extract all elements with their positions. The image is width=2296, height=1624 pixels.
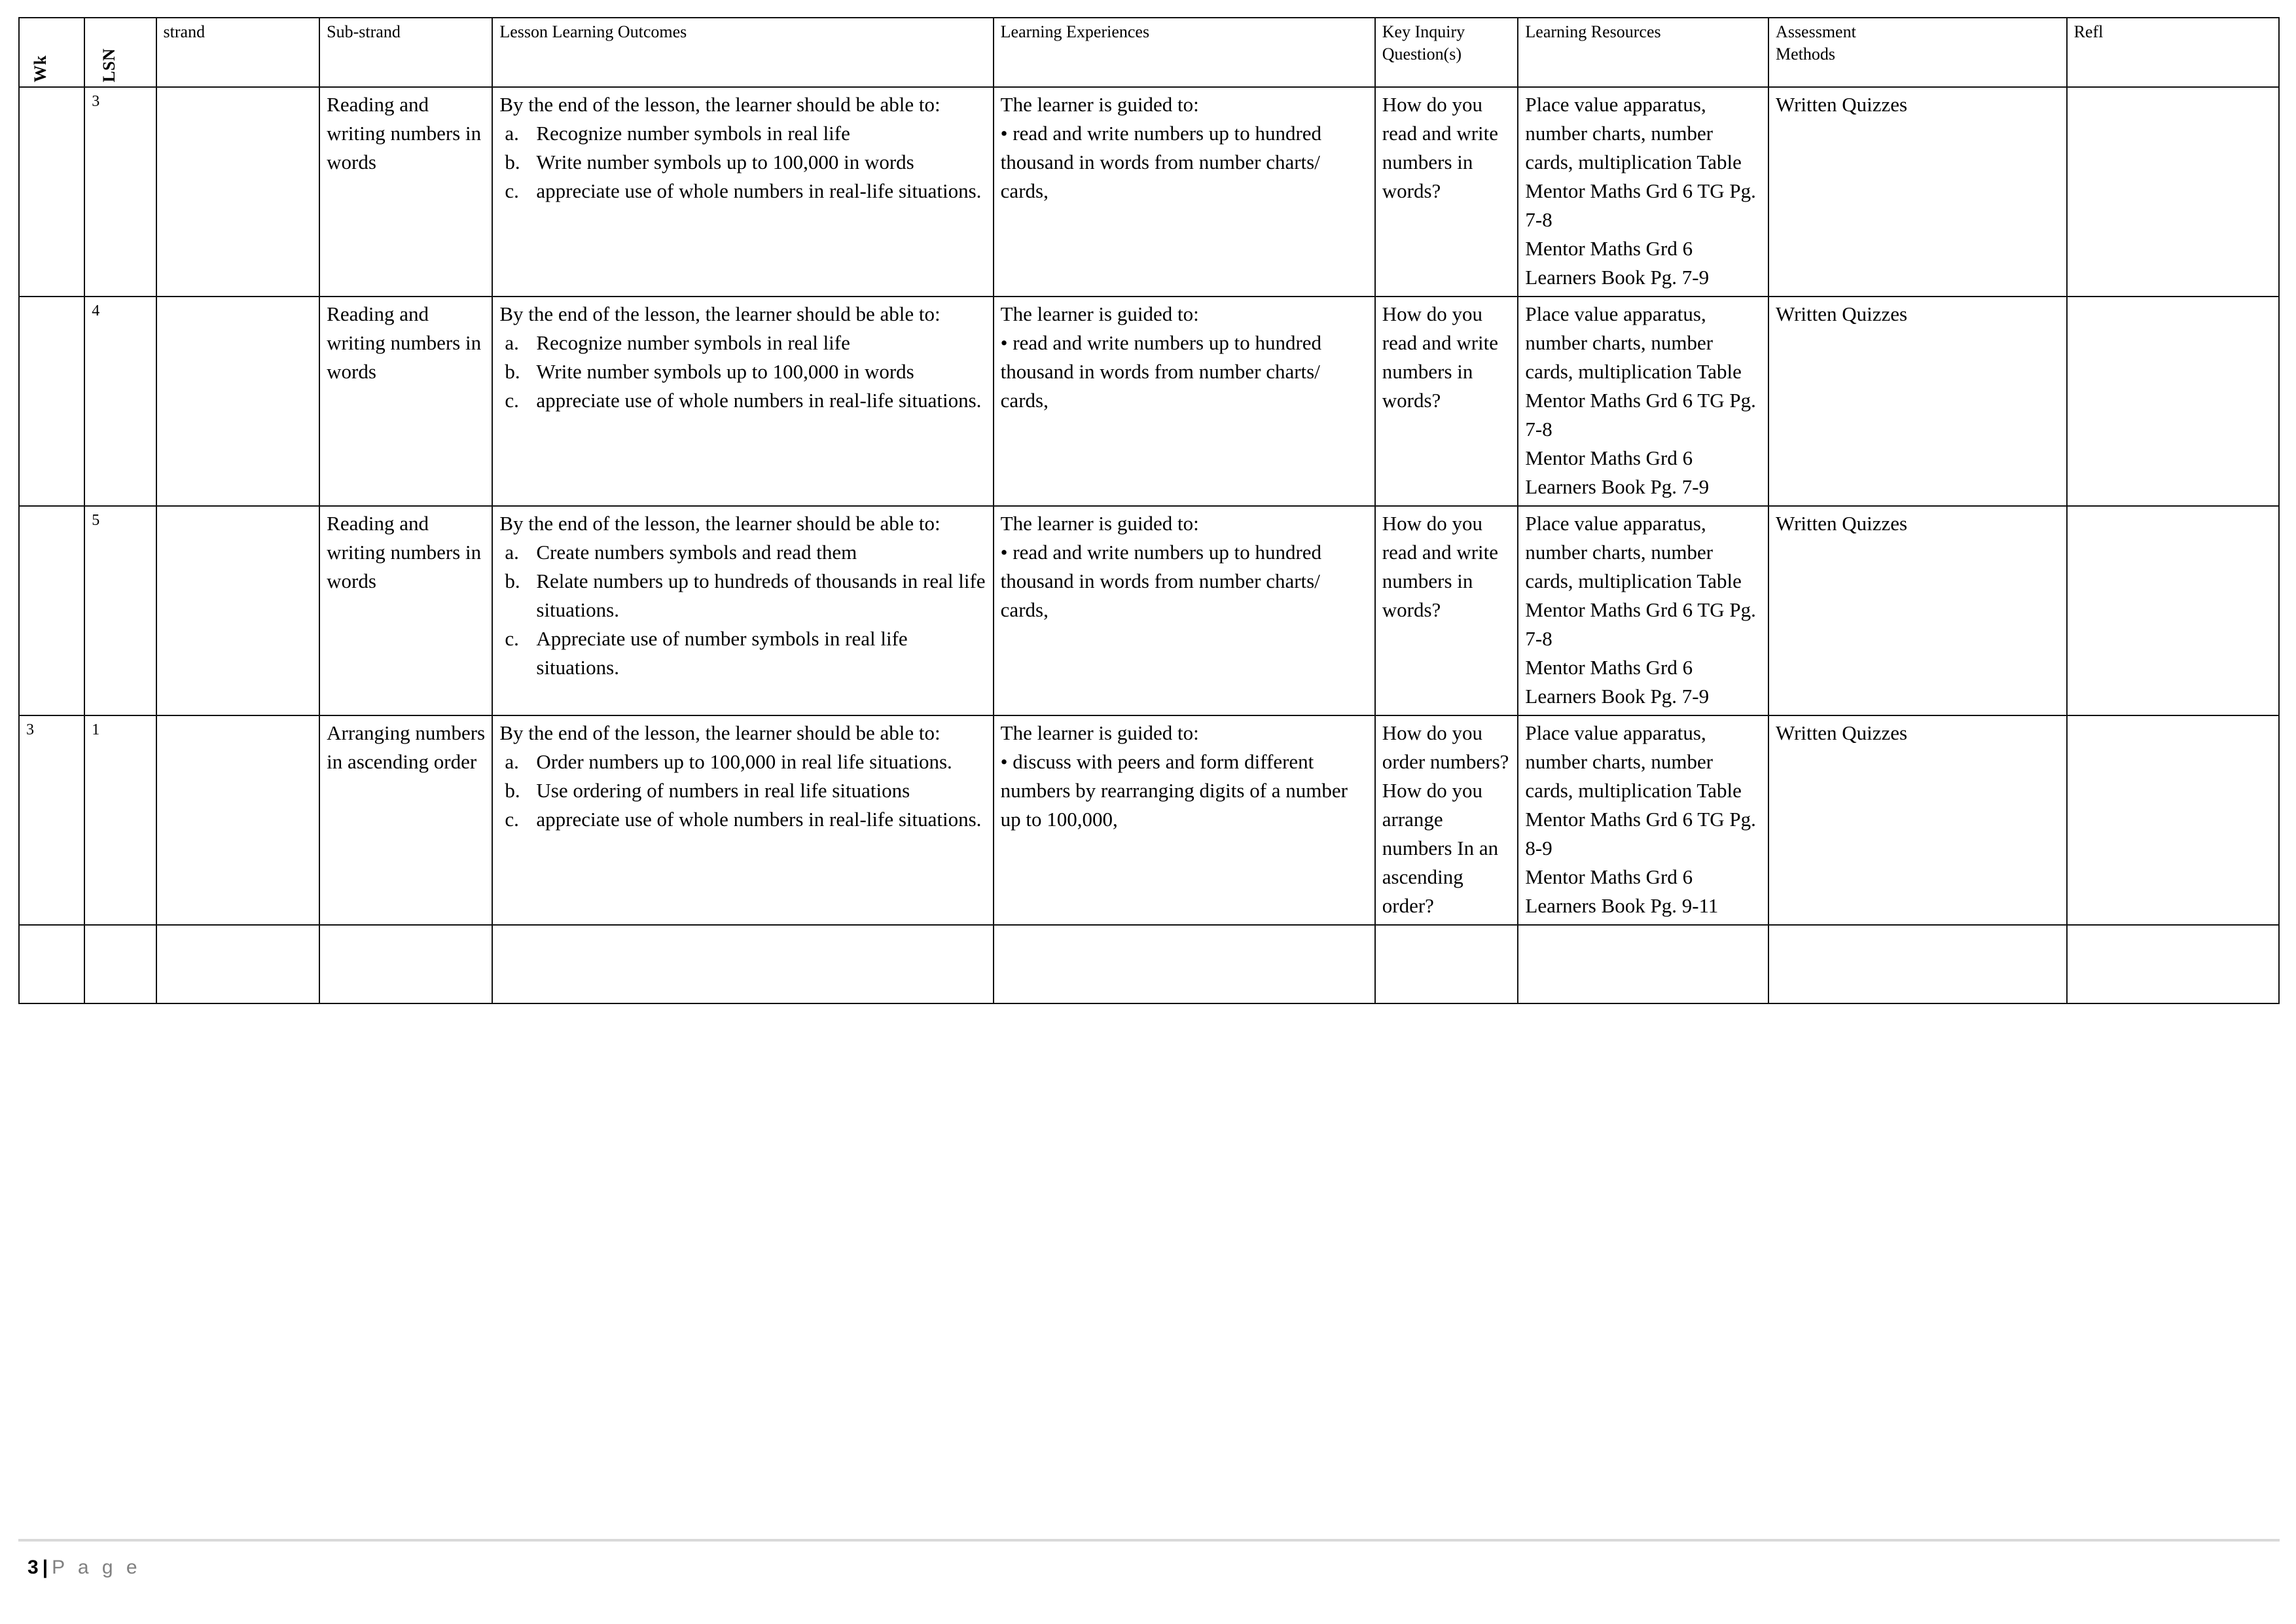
- llo-list: [499, 119, 987, 206]
- llo-item-marker: b.: [505, 779, 520, 803]
- key-inquiry-question-item: How do you read and write numbers in words?: [1382, 302, 1499, 412]
- assessment-method-item: Written Quizzes: [1776, 302, 1908, 326]
- learning-resource-item: Place value apparatus, number charts, number cards, multiplication Table: [1525, 302, 1742, 384]
- header-sub-strand: Sub-strand: [319, 18, 492, 87]
- llo-item-marker: a.: [505, 331, 519, 355]
- llo-list-item: [499, 357, 987, 386]
- learning-experience-item: • discuss with peers and form different numbers by rearranging digits of a number up to 100,000,: [1001, 748, 1369, 834]
- llo-item-text: Order numbers up to 100,000 in real life situations.: [536, 750, 952, 774]
- llo-list-item: [499, 148, 987, 177]
- cell-reflection: [2067, 87, 2279, 297]
- footer-page-number: 3: [27, 1557, 39, 1578]
- learning-resource-item: Mentor Maths Grd 6 TG Pg. 8-9: [1525, 808, 1756, 860]
- learning-resource-item: Place value apparatus, number charts, number cards, multiplication Table: [1525, 721, 1742, 803]
- cell-reflection: [2067, 925, 2279, 1003]
- llo-item-marker: a.: [505, 541, 519, 564]
- cell-sub-strand: Reading and writing numbers in words: [319, 87, 492, 297]
- learning-resource-item: Mentor Maths Grd 6 Learners Book Pg. 7-9: [1525, 446, 1710, 499]
- learning-experience-item: • read and write numbers up to hundred thousand in words from number charts/ cards,: [1001, 538, 1369, 624]
- cell-key-inquiry-questions: [1375, 715, 1518, 925]
- cell-learning-resources: [1518, 297, 1768, 506]
- llo-item-marker: c.: [505, 179, 519, 203]
- header-lsn-label: LSN: [99, 48, 119, 82]
- llo-item-text: appreciate use of whole numbers in real-life situations.: [536, 808, 982, 831]
- llo-list-item: [499, 748, 987, 776]
- llo-item-marker: a.: [505, 122, 519, 145]
- header-key-inquiry-questions: [1375, 18, 1518, 87]
- cell-assessment-methods: [1768, 87, 2067, 297]
- cell-lesson-learning-outcomes: [492, 506, 993, 715]
- cell-week: [19, 925, 84, 1003]
- cell-week: [19, 297, 84, 506]
- llo-item-marker: c.: [505, 389, 519, 412]
- learning-resource-list: [1525, 509, 1763, 711]
- key-inquiry-question-list: [1382, 509, 1513, 624]
- cell-week: [19, 506, 84, 715]
- scheme-of-work-table: [18, 17, 2280, 1004]
- key-inquiry-question-item: How do you read and write numbers in words?: [1382, 512, 1499, 622]
- llo-item-text: appreciate use of whole numbers in real-life situations.: [536, 389, 982, 412]
- learning-resource-item: Mentor Maths Grd 6 Learners Book Pg. 9-11: [1525, 865, 1719, 918]
- learning-resource-list: [1525, 719, 1763, 920]
- llo-list: [499, 329, 987, 415]
- assessment-method-list: [1776, 719, 2061, 748]
- cell-strand: [156, 297, 320, 506]
- llo-stem: By the end of the lesson, the learner should be able to:: [499, 302, 941, 326]
- cell-lesson-number: 4: [84, 297, 156, 506]
- cell-strand: [156, 87, 320, 297]
- learning-resource-item: Mentor Maths Grd 6 Learners Book Pg. 7-9: [1525, 656, 1710, 708]
- learning-resource-item: Place value apparatus, number charts, number cards, multiplication Table: [1525, 512, 1742, 593]
- header-wk-label: Wk: [31, 55, 50, 82]
- llo-stem: By the end of the lesson, the learner should be able to:: [499, 93, 941, 116]
- llo-item-marker: c.: [505, 627, 519, 651]
- llo-list-item: [499, 805, 987, 834]
- llo-list: [499, 538, 987, 682]
- header-assessment-line-1: Assessment: [1776, 22, 1856, 41]
- key-inquiry-question-item: How do you arrange numbers In an ascending order?: [1382, 779, 1499, 918]
- cell-lesson-learning-outcomes: [492, 925, 993, 1003]
- learning-experience-list: [1001, 329, 1369, 415]
- cell-lesson-number: 3: [84, 87, 156, 297]
- cell-lesson-number: [84, 925, 156, 1003]
- learning-resource-list: [1525, 90, 1763, 292]
- key-inquiry-question-item: How do you read and write numbers in words?: [1382, 93, 1499, 203]
- cell-learning-experiences: [994, 715, 1375, 925]
- learning-resource-list: [1525, 300, 1763, 501]
- llo-item-text: Appreciate use of number symbols in real life situations.: [536, 627, 908, 679]
- cell-assessment-methods: [1768, 925, 2067, 1003]
- header-refl: Refl: [2067, 18, 2279, 87]
- llo-item-text: Recognize number symbols in real life: [536, 122, 850, 145]
- table-row: [19, 87, 2279, 297]
- header-assessment-line-2: Methods: [1776, 44, 1836, 63]
- header-lesson-learning-outcomes: Lesson Learning Outcomes: [492, 18, 993, 87]
- cell-week: [19, 87, 84, 297]
- cell-week: 3: [19, 715, 84, 925]
- cell-lesson-number: 5: [84, 506, 156, 715]
- cell-learning-experiences: [994, 297, 1375, 506]
- header-row: [19, 18, 2279, 87]
- learning-experience-stem: The learner is guided to:: [1000, 302, 1199, 326]
- llo-list-item: [499, 329, 987, 357]
- cell-lesson-number: 1: [84, 715, 156, 925]
- llo-item-text: Recognize number symbols in real life: [536, 331, 850, 355]
- cell-key-inquiry-questions: [1375, 297, 1518, 506]
- assessment-method-list: [1776, 300, 2061, 329]
- cell-reflection: [2067, 715, 2279, 925]
- llo-item-text: Use ordering of numbers in real life situations: [536, 779, 910, 803]
- llo-stem: By the end of the lesson, the learner should be able to:: [499, 721, 941, 745]
- cell-assessment-methods: [1768, 297, 2067, 506]
- llo-list: [499, 748, 987, 834]
- assessment-method-item: Written Quizzes: [1776, 721, 1908, 745]
- table-row: [19, 297, 2279, 506]
- cell-key-inquiry-questions: [1375, 87, 1518, 297]
- cell-strand: [156, 925, 320, 1003]
- learning-resource-item: Place value apparatus, number charts, number cards, multiplication Table: [1525, 93, 1742, 174]
- llo-list-item: [499, 538, 987, 567]
- cell-lesson-learning-outcomes: [492, 715, 993, 925]
- cell-lesson-learning-outcomes: [492, 297, 993, 506]
- cell-sub-strand: Reading and writing numbers in words: [319, 506, 492, 715]
- header-strand: strand: [156, 18, 320, 87]
- learning-experience-stem: The learner is guided to:: [1000, 512, 1199, 535]
- llo-item-text: Write number symbols up to 100,000 in words: [536, 360, 914, 384]
- llo-list-item: [499, 386, 987, 415]
- assessment-method-item: Written Quizzes: [1776, 93, 1908, 116]
- llo-item-marker: a.: [505, 750, 519, 774]
- table-row: [19, 715, 2279, 925]
- cell-assessment-methods: [1768, 715, 2067, 925]
- cell-key-inquiry-questions: [1375, 925, 1518, 1003]
- key-inquiry-question-item: How do you order numbers?: [1382, 721, 1509, 774]
- llo-item-marker: b.: [505, 151, 520, 174]
- learning-resource-item: Mentor Maths Grd 6 TG Pg. 7-8: [1525, 179, 1756, 232]
- table-body: [19, 87, 2279, 1003]
- llo-stem: By the end of the lesson, the learner should be able to:: [499, 512, 941, 535]
- llo-item-text: Create numbers symbols and read them: [536, 541, 857, 564]
- header-learning-resources: Learning Resources: [1518, 18, 1768, 87]
- learning-resource-item: Mentor Maths Grd 6 TG Pg. 7-8: [1525, 389, 1756, 441]
- header-wk: [19, 18, 84, 87]
- assessment-method-list: [1776, 90, 2061, 119]
- cell-reflection: [2067, 297, 2279, 506]
- learning-resource-item: Mentor Maths Grd 6 TG Pg. 7-8: [1525, 598, 1756, 651]
- header-lsn: [84, 18, 156, 87]
- learning-experience-stem: The learner is guided to:: [1000, 93, 1199, 116]
- cell-sub-strand: Arranging numbers in ascending order: [319, 715, 492, 925]
- table-row: [19, 925, 2279, 1003]
- key-inquiry-question-list: [1382, 90, 1513, 206]
- cell-learning-resources: [1518, 506, 1768, 715]
- learning-experience-list: [1001, 538, 1369, 624]
- key-inquiry-question-list: [1382, 719, 1513, 920]
- cell-learning-experiences: [994, 506, 1375, 715]
- cell-learning-experiences: [994, 925, 1375, 1003]
- header-assessment-methods: [1768, 18, 2067, 87]
- assessment-method-item: Written Quizzes: [1776, 512, 1908, 535]
- table-row: [19, 506, 2279, 715]
- cell-strand: [156, 506, 320, 715]
- llo-list-item: [499, 776, 987, 805]
- llo-item-marker: b.: [505, 569, 520, 593]
- llo-item-marker: c.: [505, 808, 519, 831]
- cell-key-inquiry-questions: [1375, 506, 1518, 715]
- llo-item-text: Relate numbers up to hundreds of thousands in real life situations.: [536, 569, 986, 622]
- footer-separator: |: [42, 1557, 48, 1578]
- learning-experience-item: • read and write numbers up to hundred thousand in words from number charts/ cards,: [1001, 119, 1369, 206]
- cell-sub-strand: [319, 925, 492, 1003]
- learning-experience-list: [1001, 748, 1369, 834]
- footer-page-word: P a g e: [52, 1557, 141, 1578]
- footer-divider: [18, 1539, 2280, 1542]
- learning-experience-stem: The learner is guided to:: [1000, 721, 1199, 745]
- learning-experience-item: • read and write numbers up to hundred thousand in words from number charts/ cards,: [1001, 329, 1369, 415]
- llo-item-text: appreciate use of whole numbers in real-life situations.: [536, 179, 982, 203]
- cell-strand: [156, 715, 320, 925]
- llo-list-item: [499, 567, 987, 624]
- llo-item-text: Write number symbols up to 100,000 in words: [536, 151, 914, 174]
- llo-item-marker: b.: [505, 360, 520, 384]
- key-inquiry-question-list: [1382, 300, 1513, 415]
- cell-lesson-learning-outcomes: [492, 87, 993, 297]
- table-header: [19, 18, 2279, 87]
- llo-list-item: [499, 624, 987, 682]
- cell-sub-strand: Reading and writing numbers in words: [319, 297, 492, 506]
- cell-learning-experiences: [994, 87, 1375, 297]
- cell-assessment-methods: [1768, 506, 2067, 715]
- cell-learning-resources: [1518, 715, 1768, 925]
- llo-list-item: [499, 119, 987, 148]
- page-footer: [27, 1557, 141, 1579]
- header-learning-experiences: Learning Experiences: [994, 18, 1375, 87]
- llo-list-item: [499, 177, 987, 206]
- learning-resource-item: Mentor Maths Grd 6 Learners Book Pg. 7-9: [1525, 237, 1710, 289]
- cell-learning-resources: [1518, 925, 1768, 1003]
- assessment-method-list: [1776, 509, 2061, 538]
- header-kiq-line-1: Key Inquiry: [1382, 22, 1465, 41]
- learning-experience-list: [1001, 119, 1369, 206]
- cell-learning-resources: [1518, 87, 1768, 297]
- cell-reflection: [2067, 506, 2279, 715]
- header-kiq-line-2: Question(s): [1382, 44, 1462, 63]
